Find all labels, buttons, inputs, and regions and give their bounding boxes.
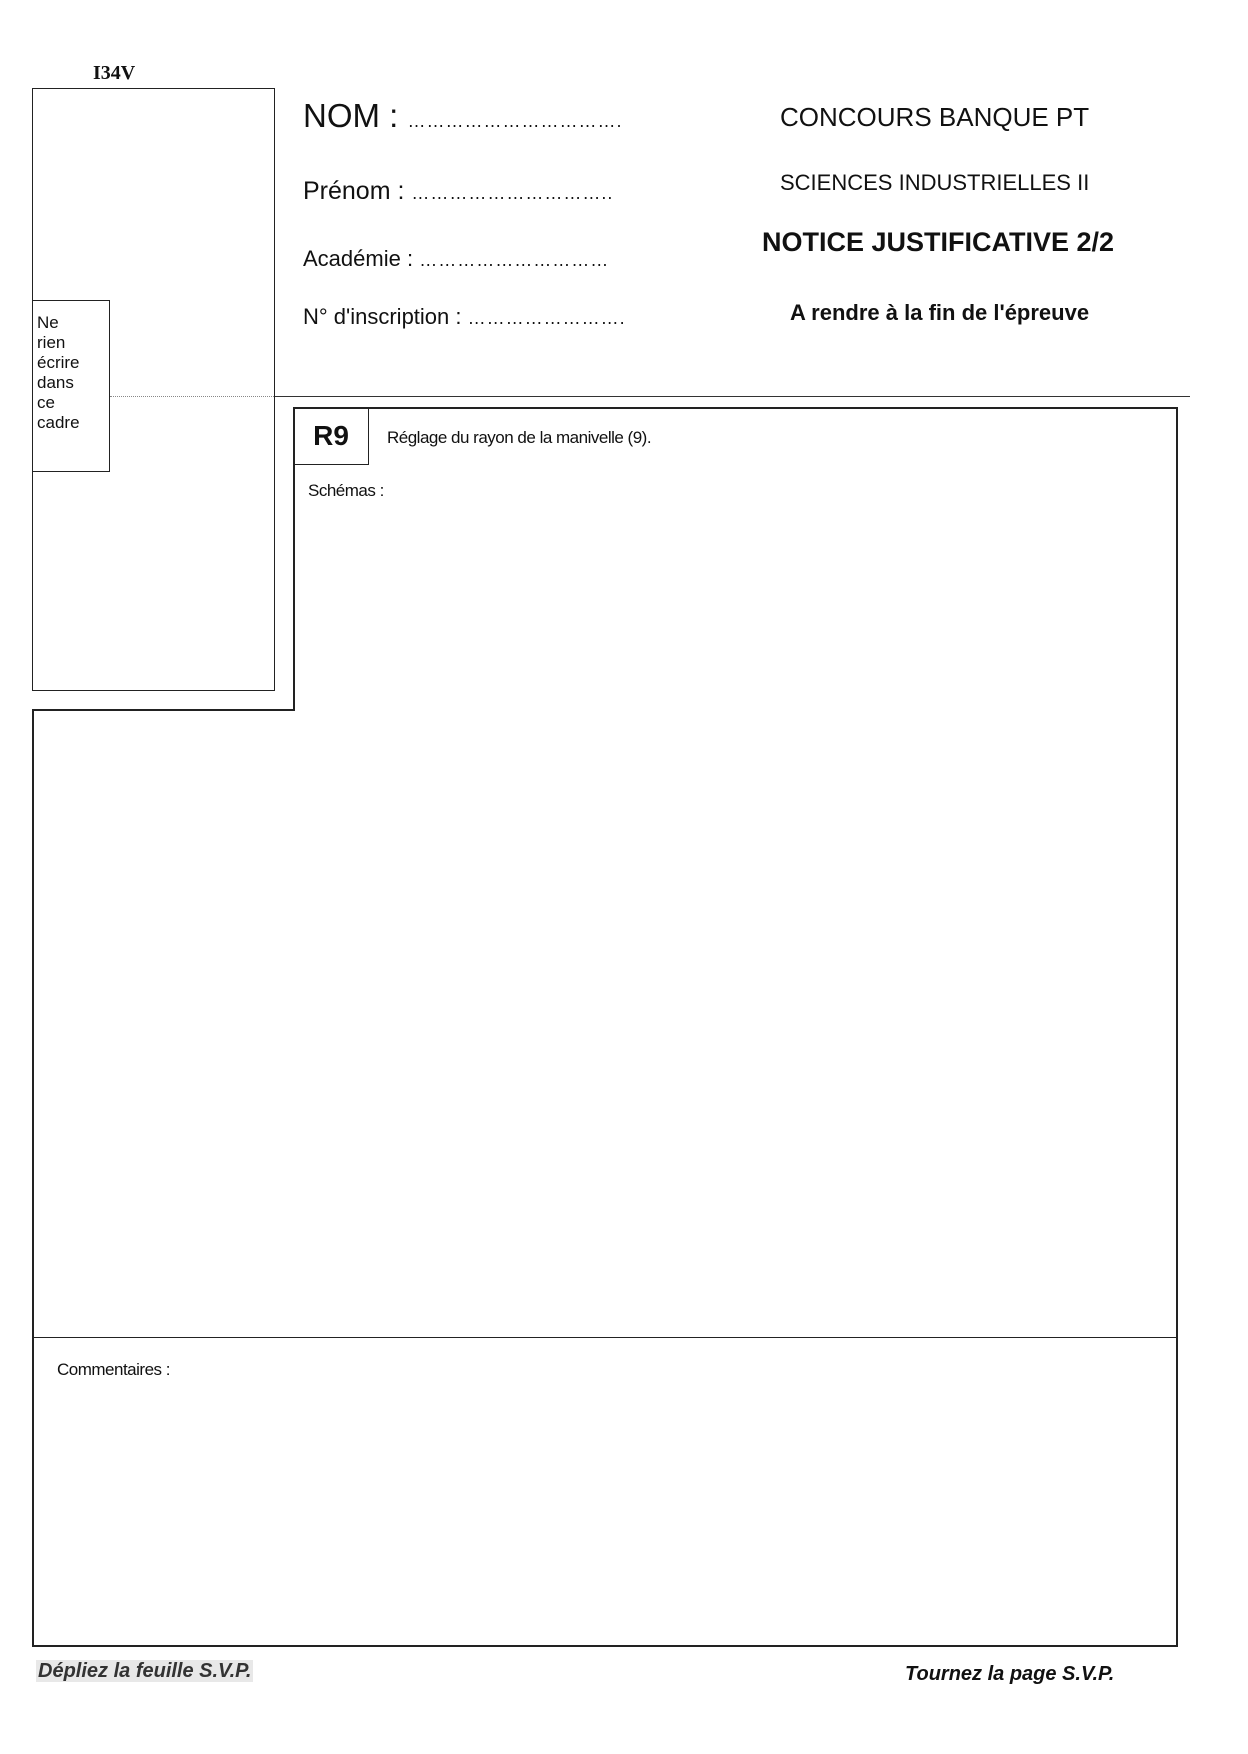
inscription-dots: ……………………. — [467, 308, 626, 328]
frame-border — [293, 407, 1178, 409]
prenom-field[interactable] — [303, 177, 613, 206]
frame-border — [32, 1645, 1178, 1647]
notice-line: ce — [37, 393, 55, 412]
frame-border — [32, 709, 295, 711]
do-not-write-notice — [32, 300, 110, 472]
frame-border — [1176, 407, 1178, 1647]
frame-border — [32, 709, 34, 1647]
schemas-area[interactable] — [295, 505, 1173, 1333]
question-title: Réglage du rayon de la manivelle (9). — [387, 428, 652, 447]
inscription-field[interactable] — [303, 304, 626, 330]
academie-label: Académie : — [303, 246, 414, 271]
nom-label: NOM : — [303, 97, 399, 134]
question-id: R9 — [293, 407, 369, 465]
header-divider — [275, 396, 1190, 397]
return-instruction: A rendre à la fin de l'épreuve — [790, 300, 1090, 325]
nom-dots: ……………………………. — [407, 111, 623, 131]
notice-line: cadre — [37, 413, 80, 432]
academie-dots: ………………………… — [419, 250, 610, 270]
inscription-label: N° d'inscription : — [303, 304, 462, 329]
academie-field[interactable] — [303, 246, 609, 272]
notice-line: rien — [37, 333, 66, 352]
schemas-comments-divider — [32, 1337, 1178, 1338]
comments-label: Commentaires : — [57, 1360, 170, 1379]
footer-turn-page-note: Tournez la page S.V.P. — [905, 1663, 1115, 1685]
notice-line: dans — [37, 373, 74, 392]
notice-line: écrire — [37, 353, 80, 372]
comments-area[interactable] — [36, 1385, 1173, 1640]
prenom-label: Prénom : — [303, 177, 405, 205]
discipline-title: SCIENCES INDUSTRIELLES II — [780, 170, 1090, 195]
footer-unfold-note — [36, 1660, 253, 1683]
concours-title: CONCOURS BANQUE PT — [780, 102, 1090, 132]
sheet-code: I34V — [93, 62, 136, 84]
schemas-label: Schémas : — [308, 481, 384, 500]
footer-left-text: Dépliez la feuille S.V.P. — [38, 1660, 252, 1682]
notice-line: Ne — [37, 313, 59, 332]
nom-field[interactable] — [303, 97, 623, 135]
notice-title: NOTICE JUSTIFICATIVE 2/2 — [762, 227, 1115, 257]
prenom-dots: ………………………….. — [411, 183, 614, 203]
